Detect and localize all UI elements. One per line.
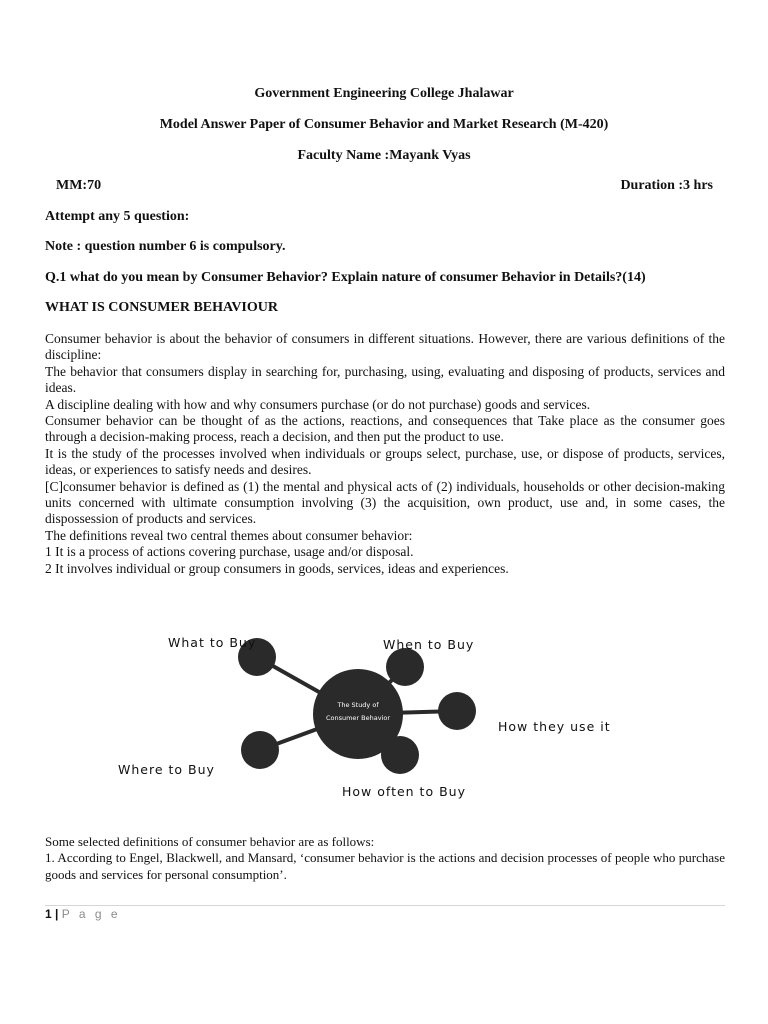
- label-how-they-use-it: How they use it: [498, 719, 611, 734]
- label-how-often-to-buy: How often to Buy: [342, 784, 466, 799]
- paragraph: 1 It is a process of actions covering purchase, usage and/or disposal.: [45, 544, 414, 560]
- center-label-line2: Consumer Behavior: [325, 714, 391, 722]
- page-label: P a g e: [61, 907, 121, 921]
- satellite-node-how-use: [438, 692, 476, 730]
- paragraph: 2 It involves individual or group consumers in goods, services, ideas and experiences.: [45, 560, 509, 576]
- footer-divider: [45, 905, 725, 906]
- label-what-to-buy: What to Buy: [168, 635, 257, 650]
- page-number: 1: [45, 907, 52, 921]
- paragraph: 1. According to Engel, Blackwell, and Mansard, ‘consumer behavior is the actions and decision processes of people who purchase goods and services for personal consumption’.: [45, 850, 725, 882]
- paper-title: Model Answer Paper of Consumer Behavior and Market Research (M-420): [159, 117, 609, 132]
- paragraph: The definitions reveal two central themes about consumer behavior:: [45, 527, 413, 543]
- paragraph: It is the study of the processes involved when individuals or groups select, purchase, use, or dispose of products, services, ideas, or experiences to satisfy needs and desires.: [45, 445, 725, 478]
- faculty-name: Faculty Name :Mayank Vyas: [297, 148, 471, 163]
- page-footer: [45, 907, 121, 921]
- section-heading: WHAT IS CONSUMER BEHAVIOUR: [45, 300, 278, 315]
- footer-separator: |: [55, 907, 59, 921]
- paragraph: Consumer behavior can be thought of as the actions, reactions, and consequences that Take place as the consumer goes through a decision-making process, reach a decision, and then put the product to use.: [45, 413, 725, 445]
- paragraph: Consumer behavior is about the behavior of consumers in different situations. However, there are various definitions of the discipline:: [45, 331, 725, 363]
- attempt-instruction: Attempt any 5 question:: [45, 209, 190, 224]
- body-text: [45, 331, 725, 577]
- definitions-text: [45, 834, 725, 883]
- question-1: Q.1 what do you mean by Consumer Behavior? Explain nature of consumer Behavior in Details?(14): [45, 270, 646, 285]
- compulsory-note: Note : question number 6 is compulsory.: [45, 239, 286, 254]
- center-label-line1: The Study of: [337, 701, 379, 709]
- duration: Duration :3 hrs: [620, 178, 713, 193]
- college-name: Government Engineering College Jhalawar: [254, 86, 514, 101]
- label-when-to-buy: When to Buy: [383, 637, 475, 652]
- paragraph: A discipline dealing with how and why consumers purchase (or do not purchase) goods and services.: [45, 396, 591, 412]
- max-marks: MM:70: [56, 178, 102, 193]
- label-where-to-buy: Where to Buy: [118, 762, 215, 777]
- satellite-node-where: [241, 731, 279, 769]
- satellite-node-when: [386, 648, 424, 686]
- paragraph: The behavior that consumers display in searching for, purchasing, using, evaluating and disposing of products, services and ideas.: [45, 363, 725, 396]
- consumer-behavior-diagram: [100, 625, 660, 805]
- paragraph: Some selected definitions of consumer behavior are as follows:: [45, 834, 375, 849]
- paragraph: [C]consumer behavior is defined as (1) the mental and physical acts of (2) individuals, households or other decision-making units concerned with ultimate consumption involving (3) the acquisition, own product, use and, in some cases, the dispossession of products and services.: [45, 478, 725, 527]
